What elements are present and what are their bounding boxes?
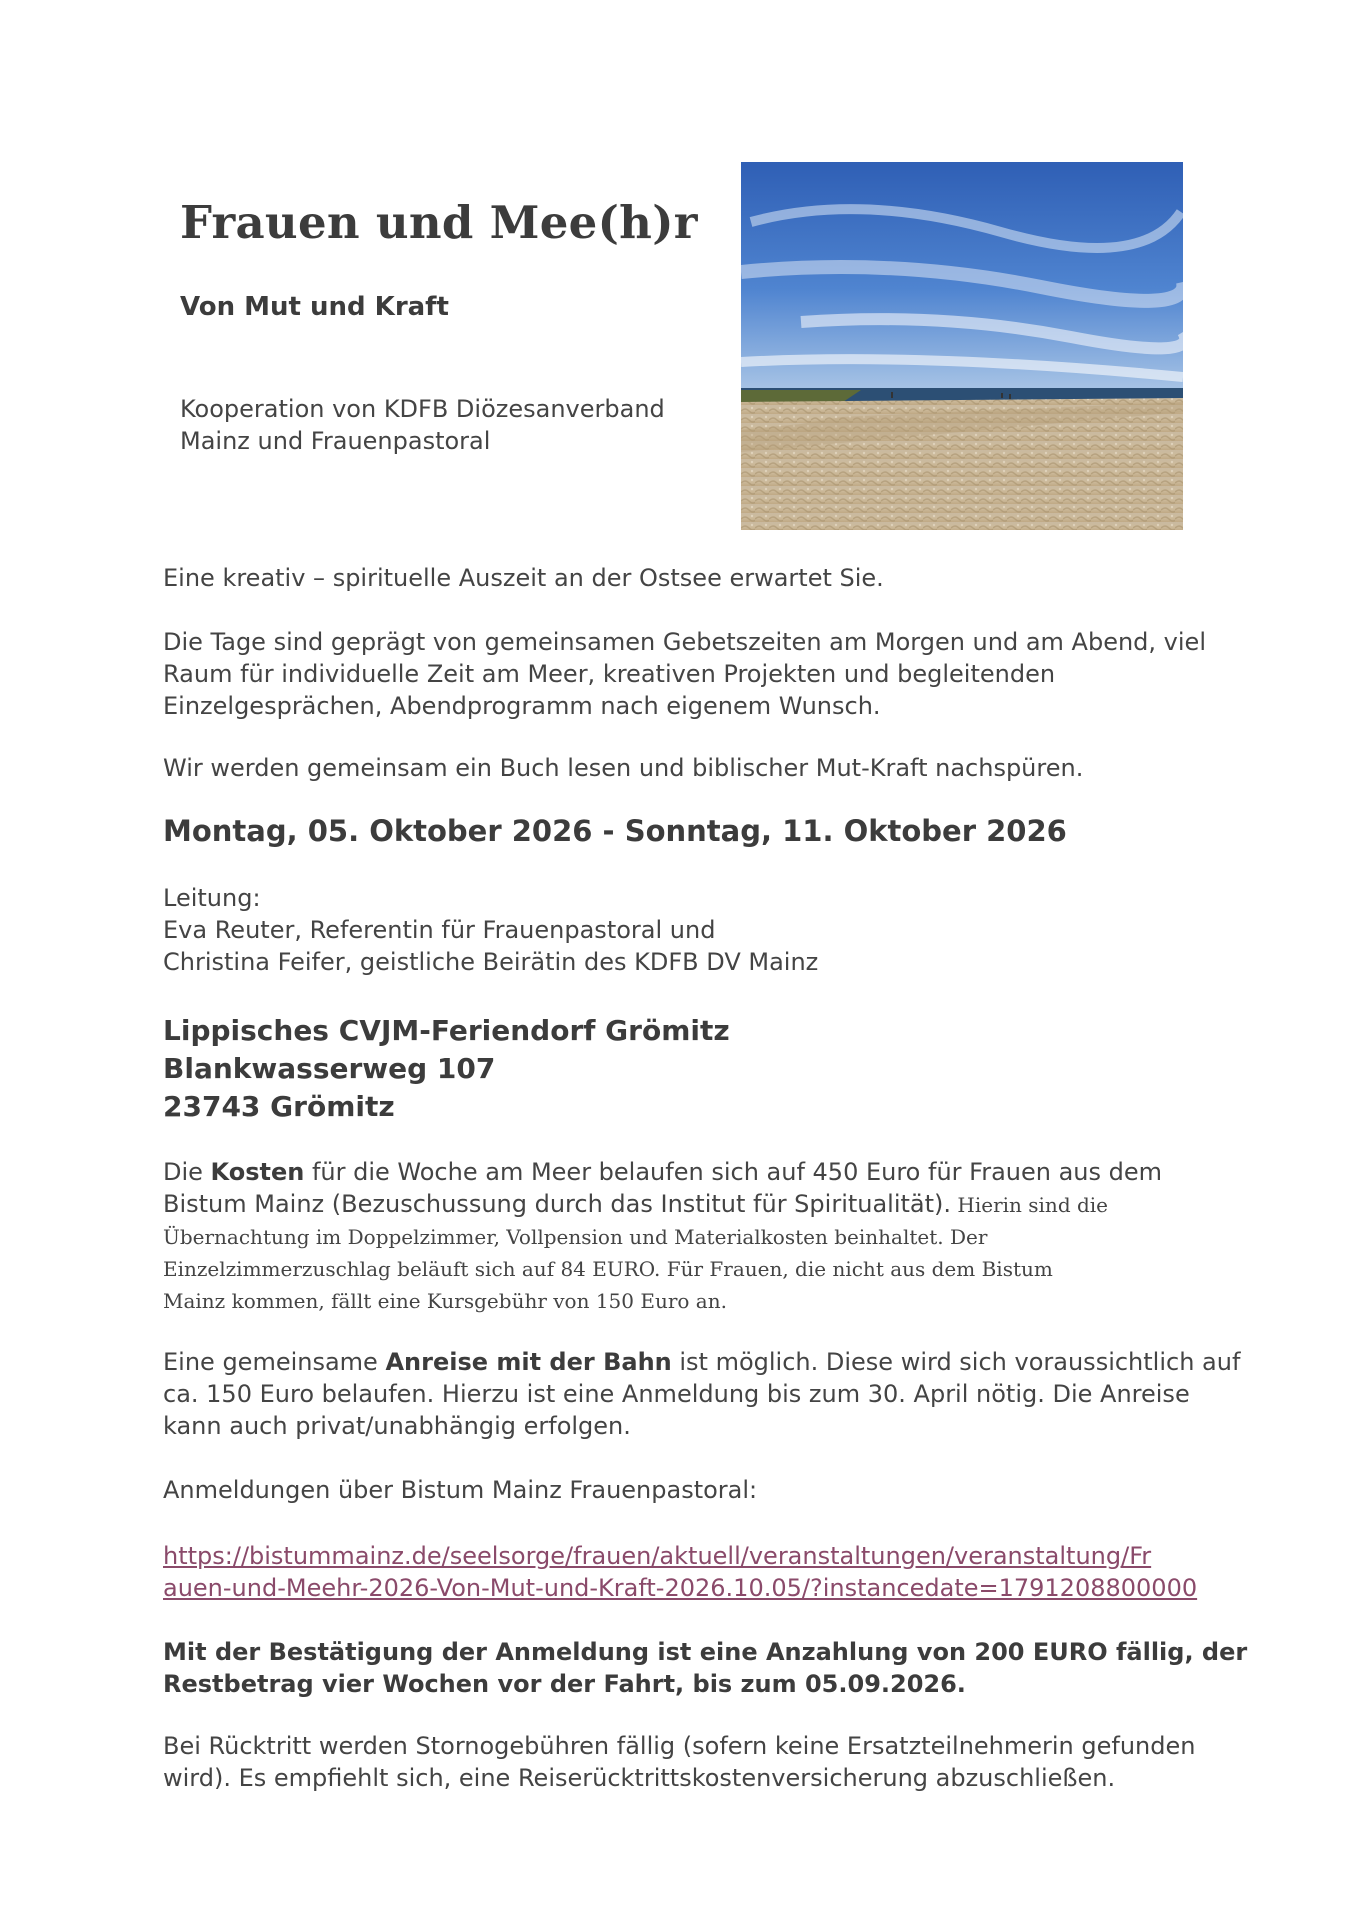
text-line: Einzelzimmerzuschlag beläuft sich auf 84 EURO. Für Frauen, die nicht aus dem Bistum bbox=[163, 1257, 1053, 1281]
travel-keyword: Anreise mit der Bahn bbox=[385, 1348, 672, 1376]
cooperation-line: Mainz und Frauenpastoral bbox=[180, 427, 491, 455]
text-line: wird). Es empfiehlt sich, eine Reiserücktrittskostenversicherung abzuschließen. bbox=[163, 1764, 1116, 1792]
page-title: Frauen und Mee(h)r bbox=[180, 196, 698, 249]
text-line: Die Tage sind geprägt von gemeinsamen Gebetszeiten am Morgen und am Abend, viel bbox=[163, 628, 1206, 656]
venue-address bbox=[163, 1012, 730, 1126]
beach-photo bbox=[741, 162, 1183, 530]
costs-paragraph bbox=[163, 1156, 1203, 1317]
cooperation-note bbox=[180, 393, 665, 457]
registration-link[interactable] bbox=[163, 1540, 1203, 1604]
days-paragraph bbox=[163, 626, 1206, 722]
registration-link-line[interactable]: auen-und-Meehr-2026-Von-Mut-und-Kraft-2026.10.05/?instancedate=1791208800000 bbox=[163, 1574, 1198, 1602]
beach-photo-image bbox=[741, 162, 1183, 530]
text-run: Hierin sind die bbox=[951, 1193, 1109, 1217]
text-run: Eine gemeinsame bbox=[163, 1348, 386, 1376]
text-line bbox=[163, 1156, 1203, 1188]
venue-street: Blankwasserweg 107 bbox=[163, 1052, 496, 1085]
event-date: Montag, 05. Oktober 2026 - Sonntag, 11. Oktober 2026 bbox=[163, 814, 1067, 848]
registration-label: Anmeldungen über Bistum Mainz Frauenpastoral: bbox=[163, 1476, 758, 1504]
text-line: Mit der Bestätigung der Anmeldung ist eine Anzahlung von 200 EURO fällig, der bbox=[163, 1638, 1248, 1666]
text-line: kann auch privat/unabhängig erfolgen. bbox=[163, 1412, 631, 1440]
cooperation-line: Kooperation von KDFB Diözesanverband bbox=[180, 395, 665, 423]
venue-name: Lippisches CVJM-Feriendorf Grömitz bbox=[163, 1014, 730, 1047]
venue-city: 23743 Grömitz bbox=[163, 1090, 395, 1123]
travel-paragraph bbox=[163, 1346, 1241, 1442]
text-line: Einzelgesprächen, Abendprogramm nach eigenem Wunsch. bbox=[163, 692, 881, 720]
leitung-block bbox=[163, 882, 1203, 978]
deposit-note bbox=[163, 1636, 1248, 1700]
costs-keyword: Kosten bbox=[210, 1158, 305, 1186]
text-line: Mainz kommen, fällt eine Kursgebühr von 150 Euro an. bbox=[163, 1289, 727, 1313]
leitung-line: Christina Feifer, geistliche Beirätin des KDFB DV Mainz bbox=[163, 948, 819, 976]
text-line bbox=[163, 1346, 1241, 1378]
text-run: Bistum Mainz (Bezuschussung durch das Institut für Spiritualität). bbox=[163, 1190, 952, 1218]
text-run: ist möglich. Diese wird sich voraussichtlich auf bbox=[671, 1348, 1241, 1376]
leitung-label: Leitung: bbox=[163, 884, 261, 912]
text-run: für die Woche am Meer belaufen sich auf 450 Euro für Frauen aus dem bbox=[304, 1158, 1163, 1186]
registration-link-line[interactable]: https://bistummainz.de/seelsorge/frauen/aktuell/veranstaltungen/veranstaltung/Fr bbox=[163, 1542, 1152, 1570]
intro-text: Eine kreativ – spirituelle Auszeit an der Ostsee erwartet Sie. bbox=[163, 564, 884, 592]
text-line bbox=[163, 1188, 1203, 1221]
text-run: Die bbox=[163, 1158, 211, 1186]
text-line: Restbetrag vier Wochen vor der Fahrt, bis zum 05.09.2026. bbox=[163, 1670, 966, 1698]
book-text: Wir werden gemeinsam ein Buch lesen und biblischer Mut-Kraft nachspüren. bbox=[163, 754, 1084, 782]
cancellation-note bbox=[163, 1730, 1203, 1794]
text-line: Raum für individuelle Zeit am Meer, kreativen Projekten und begleitenden bbox=[163, 660, 1056, 688]
text-line: Bei Rücktritt werden Stornogebühren fällig (sofern keine Ersatzteilnehmerin gefunden bbox=[163, 1732, 1196, 1760]
page-subtitle: Von Mut und Kraft bbox=[180, 292, 449, 322]
text-line: Übernachtung im Doppelzimmer, Vollpension und Materialkosten beinhaltet. Der bbox=[163, 1225, 988, 1249]
text-line: ca. 150 Euro belaufen. Hierzu ist eine Anmeldung bis zum 30. April nötig. Die Anreise bbox=[163, 1380, 1190, 1408]
leitung-line: Eva Reuter, Referentin für Frauenpastoral und bbox=[163, 916, 716, 944]
